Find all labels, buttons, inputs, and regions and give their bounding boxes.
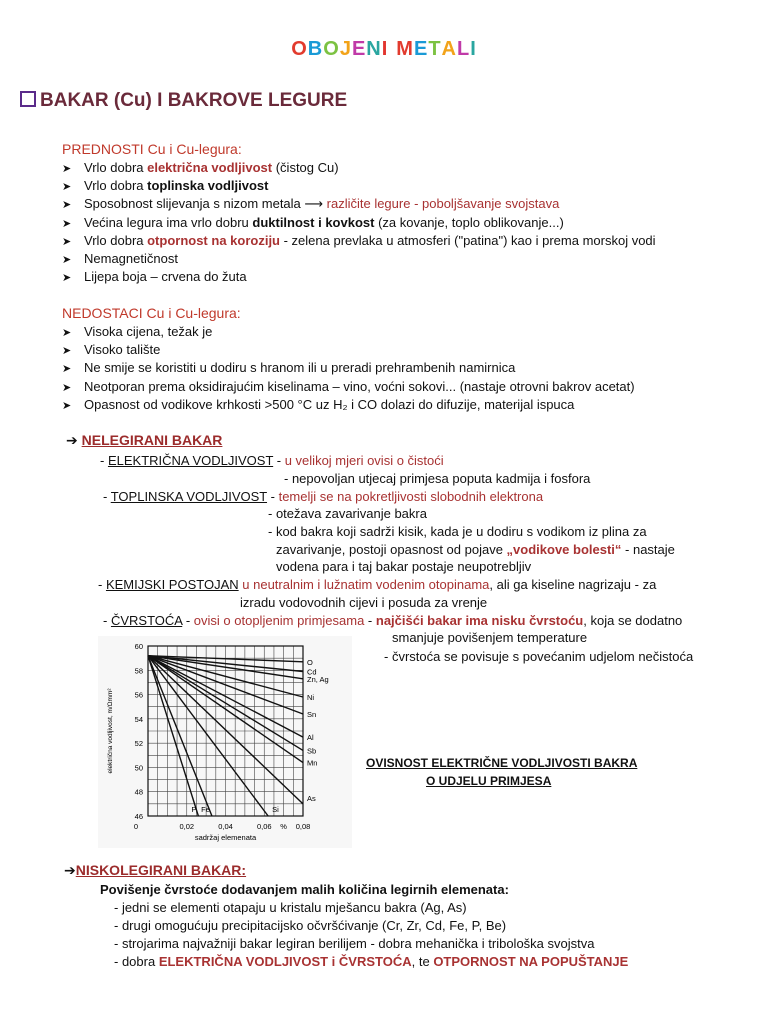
nedostaci-heading-strong: NEDOSTACI (62, 305, 143, 321)
x-tick-label: 0,02 (179, 822, 195, 831)
top-note-3c: - nastaje (621, 542, 675, 557)
title-letter: J (339, 38, 352, 60)
x-tick-label: 0,08 (295, 822, 311, 831)
item-text: Vrlo dobra (84, 160, 148, 175)
prednosti-heading-strong: PREDNOSTI (62, 141, 144, 157)
chart-caption-1: OVISNOST ELEKTRIČNE VODLJIVOSTI BAKRA (366, 756, 638, 770)
niskolegirani-line-3: - strojarima najvažniji bakar legiran berilijem - dobra mehanička i tribološka svojstva (114, 936, 595, 951)
top-note-3 (276, 542, 675, 557)
cvrstoca-note-1: smanjuje povišenjem temperature (392, 630, 588, 645)
item-highlight: električna vodljivost (147, 160, 273, 175)
kemijski-text-b: , ali ga kiseline nagrizaju - za (489, 577, 657, 592)
item-text: Lijepa boja – crvena do žuta (84, 269, 247, 285)
cvrstoca-label: ČVRSTOĆA (110, 613, 183, 628)
item-text: Visoko talište (84, 342, 161, 358)
niskolegirani-heading-text: NISKOLEGIRANI BAKAR: (75, 862, 247, 878)
item-text: Vrlo dobra (84, 232, 148, 248)
item-text: Opasnost od vodikove krhkosti >500 °C uz H₂ i CO dolazi do difuzije, materijal ispuca (84, 396, 575, 412)
x-tick-label: 0 (133, 822, 139, 831)
item-highlight: toplinska vodljivost (147, 178, 269, 194)
item-highlight: duktilnost i kovkost (252, 214, 375, 230)
el-vodljivost-text: u velikoj mjeri ovisi o čistoći (284, 453, 444, 468)
niskolegirani-line-4 (114, 954, 628, 969)
series-label: Mn (307, 758, 318, 768)
prednosti-heading-rest: Cu i Cu-legura: (143, 141, 242, 157)
item-text-tail: (čistog Cu) (272, 160, 339, 175)
nedostaci-item (62, 324, 212, 339)
y-tick-label: 54 (134, 714, 143, 724)
title-letter: E (413, 38, 429, 60)
top-note-3a: zavarivanje, postoji opasnost od pojave (276, 542, 507, 557)
arrow-right-icon: ➔ (66, 432, 78, 448)
arrow-bullet-icon: ➤ (62, 363, 72, 376)
item-text-tail: (za kovanje, toplo oblikovanje...) (374, 214, 564, 230)
arrow-bullet-icon: ➤ (62, 217, 72, 230)
kemijski-line: - KEMIJSKI POSTOJAN u neutralnim i lužnatim vodenim otopinama, ali ga kiseline nagrizaju - za (98, 577, 657, 592)
nedostaci-item (62, 397, 574, 412)
el-vodljivost-line: - ELEKTRIČNA VODLJIVOST - u velikoj mjeri ovisi o čistoći (100, 453, 444, 468)
y-tick-label: 52 (134, 739, 143, 749)
nelegirani-heading-text: NELEGIRANI BAKAR (81, 432, 223, 448)
arrow-bullet-icon: ➤ (62, 254, 72, 266)
series-label: Zn, Ag (307, 674, 329, 684)
kemijski-text: u neutralnim i lužnatim vodenim otopinama (242, 577, 490, 592)
nedostaci-item (62, 379, 635, 394)
cvrstoca-text: ovisi o otopljenim primjesama (193, 613, 365, 628)
arrow-bullet-icon: ➤ (62, 199, 72, 212)
title-letter: O (323, 38, 340, 60)
prednosti-item (62, 160, 339, 175)
arrow-bullet-icon: ➤ (62, 381, 72, 394)
section-heading (20, 90, 347, 112)
x-tick-label: % (280, 822, 287, 831)
series-label: Fe (201, 805, 210, 814)
arrow-right-icon: ➔ (64, 862, 76, 878)
series-label: Sb (307, 746, 317, 756)
niskolegirani-line-4b: ELEKTRIČNA VODLJIVOST i ČVRSTOĆA (158, 954, 412, 969)
item-text: Visoka cijena, težak je (84, 324, 213, 339)
series-label: Sn (307, 710, 317, 719)
y-tick-label: 58 (134, 666, 143, 676)
top-note-4: vodena para i taj bakar postaje neupotrebljiv (276, 559, 532, 574)
series-label: As (307, 793, 316, 803)
series-label: Al (307, 733, 314, 743)
item-highlight: različite legure - poboljšavanje svojstava (326, 196, 560, 212)
item-text: Neotporan prema oksidirajućim kiselinama – vino, voćni sokovi... (nastaje otrovni bakrov acetat) (84, 378, 635, 394)
y-tick-label: 46 (134, 812, 143, 821)
el-vodljivost-note: - nepovoljan utjecaj primjesa poputa kadmija i fosfora (284, 471, 591, 486)
niskolegirani-line-1: - jedni se elementi otapaju u kristalu mješancu bakra (Ag, As) (114, 900, 467, 915)
title-letter: L (456, 38, 471, 60)
series-label: Cd (307, 667, 317, 677)
prednosti-item (62, 178, 268, 193)
y-tick-label: 50 (134, 763, 143, 773)
x-tick-label: 0,06 (256, 822, 272, 831)
title-letter: N (366, 38, 382, 60)
nedostaci-item (62, 342, 160, 357)
arrow-bullet-icon: ➤ (62, 399, 72, 412)
prednosti-item (62, 233, 656, 248)
title-letter: M (396, 38, 414, 60)
page-title (0, 38, 768, 61)
nedostaci-item (62, 360, 515, 375)
x-tick-label: 0,04 (218, 822, 233, 831)
chart-caption-2: O UDJELU PRIMJESA (426, 774, 552, 788)
arrow-bullet-icon: ➤ (62, 272, 72, 285)
el-vodljivost-label: ELEKTRIČNA VODLJIVOST (107, 453, 274, 468)
item-highlight: otpornost na koroziju (147, 232, 280, 248)
vodikova-bolest: „vodikove bolesti“ (506, 542, 622, 557)
nedostaci-heading-rest: Cu i Cu-legura: (142, 305, 241, 321)
arrow-bullet-icon: ➤ (62, 235, 72, 248)
y-tick-label: 48 (134, 787, 143, 797)
prednosti-item (62, 196, 559, 212)
niskolegirani-line-4d: OTPORNOST NA POPUŠTANJE (433, 954, 629, 969)
title-letter: I (470, 38, 477, 60)
series-label: Si (272, 805, 279, 814)
y-axis-label: električna vodljivost, m/Ωmm² (107, 688, 114, 774)
niskolegirani-heading (64, 862, 246, 879)
series-label: Ni (307, 693, 315, 702)
kemijski-note: izradu vodovodnih cijevi i posuda za vrenje (240, 595, 488, 610)
niskolegirani-line-4a: - dobra (114, 954, 159, 969)
nelegirani-heading (66, 432, 222, 449)
top-vodljivost-line: - TOPLINSKA VODLJIVOST - temelji se na pokretljivosti slobodnih elektrona (103, 489, 544, 504)
cvrstoca-note-2: - čvrstoća se povisuje s povećanim udjelom nečistoća (384, 649, 694, 664)
cvrstoca-text-b: najčišći bakar ima nisku čvrstoću (375, 613, 584, 628)
prednosti-item (62, 251, 178, 266)
prednosti-heading (62, 141, 242, 157)
niskolegirani-line-2: - drugi omogućuju precipitacijsko očvršćivanje (Cr, Zr, Cd, Fe, P, Be) (114, 918, 507, 933)
x-axis-label: sadržaj elemenata (194, 833, 257, 842)
series-label: P (191, 805, 197, 814)
item-text: Ne smije se koristiti u dodiru s hranom ili u preradi prehrambenih namirnica (84, 360, 516, 376)
cvrstoca-text-c: , koja se dodatno (583, 613, 683, 628)
item-text: Većina legura ima vrlo dobru (84, 214, 253, 230)
title-letter: A (441, 38, 457, 60)
title-letter: O (291, 38, 308, 60)
kemijski-label: KEMIJSKI POSTOJAN (105, 577, 239, 592)
arrow-bullet-icon: ➤ (62, 163, 72, 175)
checkbox-icon (20, 91, 36, 107)
series-label: O (307, 657, 313, 667)
title-letter: E (351, 38, 367, 60)
arrow-bullet-icon: ➤ (62, 327, 72, 339)
prednosti-item (62, 269, 247, 284)
conductivity-chart (98, 636, 352, 848)
nedostaci-heading (62, 305, 241, 321)
item-text-tail: - zelena prevlaka u atmosferi ("patina") kao i prema morskoj vodi (280, 232, 656, 248)
top-note-1: - otežava zavarivanje bakra (268, 506, 427, 521)
arrow-bullet-icon: ➤ (62, 181, 72, 194)
y-tick-label: 60 (134, 642, 143, 651)
item-text: Nemagnetičnost (84, 251, 178, 266)
title-letter: T (428, 38, 442, 60)
niskolegirani-line-4c: , te (411, 954, 434, 969)
arrow-bullet-icon: ➤ (62, 345, 72, 358)
top-note-2: - kod bakra koji sadrži kisik, kada je u dodiru s vodikom iz plina za (268, 524, 647, 539)
title-letter: B (307, 38, 324, 60)
title-letter: I (381, 38, 389, 60)
top-vodljivost-label: TOPLINSKA VODLJIVOST (110, 489, 268, 504)
niskolegirani-intro: Povišenje čvrstoće dodavanjem malih količina legirnih elemenata: (100, 882, 509, 897)
prednosti-item (62, 215, 564, 230)
item-text: Vrlo dobra (84, 178, 148, 194)
top-vodljivost-text: temelji se na pokretljivosti slobodnih elektrona (278, 489, 544, 504)
section-heading-text: BAKAR (Cu) I BAKROVE LEGURE (40, 90, 348, 111)
cvrstoca-line: - ČVRSTOĆA - ovisi o otopljenim primjesama - najčišći bakar ima nisku čvrstoću, koja se dodatno (103, 613, 683, 628)
y-tick-label: 56 (134, 690, 143, 700)
item-text: Sposobnost slijevanja s nizom metala ⟶ (84, 196, 327, 212)
